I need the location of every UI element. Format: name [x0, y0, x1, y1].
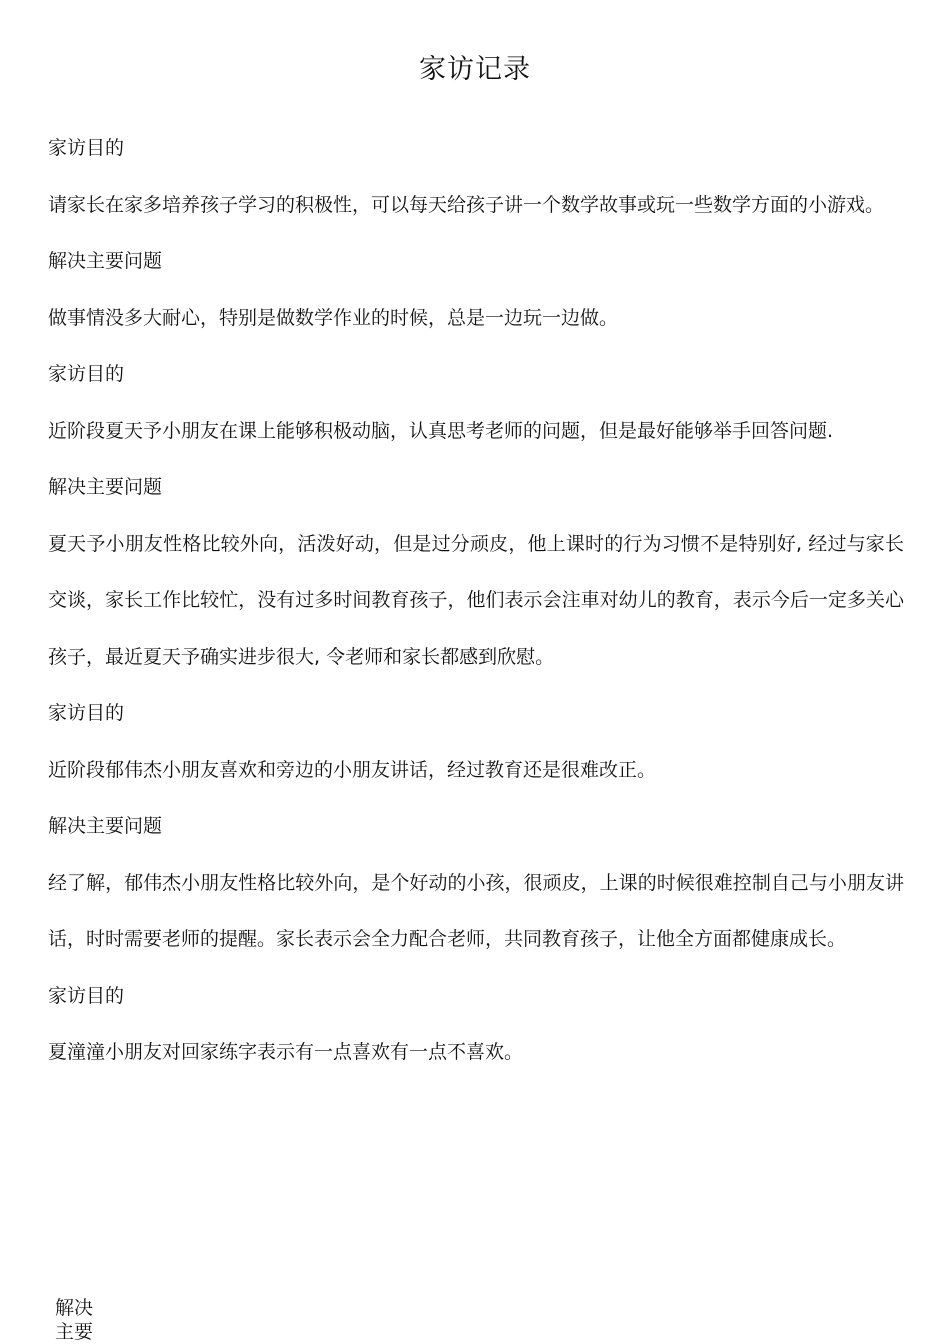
- paragraph-text: 经了解，郁伟杰小朋友性格比较外向，是个好动的小孩，很顽皮，上课的时候很难控制自己与小朋友讲话，时时需要老师的提醒。家长表示会全力配合老师，共同教育孩子，让他全方面都健康成长。: [48, 871, 904, 950]
- section-heading-visit-purpose: 家访目的: [48, 363, 125, 385]
- document-title: 家访记录: [419, 54, 531, 85]
- paragraph-text: 夏天予小朋友性格比较外向，活泼好动，但是过分顽皮，他上课时的行为习惯不是特别好, 经过与家长交谈，家长工作比较忙，没有过多时间教育孩子，他们表示会注車对幼儿的教育，表示今后一定多关心孩子，最近夏天予确实进步很大, 令老师和家长都感到欣慰。: [48, 532, 904, 668]
- section-heading-visit-purpose: 家访目的: [48, 984, 125, 1007]
- paragraph-text: 夏潼潼小朋友对回家练字表示有一点喜欢有一点不喜欢。: [48, 1041, 524, 1063]
- section-heading-main-problem: 解决主要问题: [48, 815, 163, 837]
- paragraph-text: 请家长在家多培养孩子学习的积极性，可以每天给孩子讲一个数学故事或玩一些数学方面的小游戏。: [48, 193, 885, 216]
- section-heading-visit-purpose: 家访目的: [48, 702, 125, 724]
- section-heading-main-problem: 解决主要问题: [48, 250, 163, 272]
- paragraph-text: 近阶段夏天予小朋友在课上能够积极动脑，认真思考老师的问题，但是最好能够举手回答问题.: [48, 419, 834, 442]
- section-heading-visit-purpose: 家访目的: [48, 137, 125, 159]
- section-heading-main-problem: 解决主要问题: [48, 476, 163, 498]
- trailing-heading-fragment: 解决主要: [55, 1297, 94, 1343]
- paragraph-text: 近阶段郁伟杰小朋友喜欢和旁边的小朋友讲话，经过教育还是很难改正。: [48, 758, 657, 781]
- document-body: [48, 120, 904, 1081]
- paragraph-text: 做事情没多大耐心，特别是做数学作业的时候，总是一边玩一边做。: [48, 306, 619, 329]
